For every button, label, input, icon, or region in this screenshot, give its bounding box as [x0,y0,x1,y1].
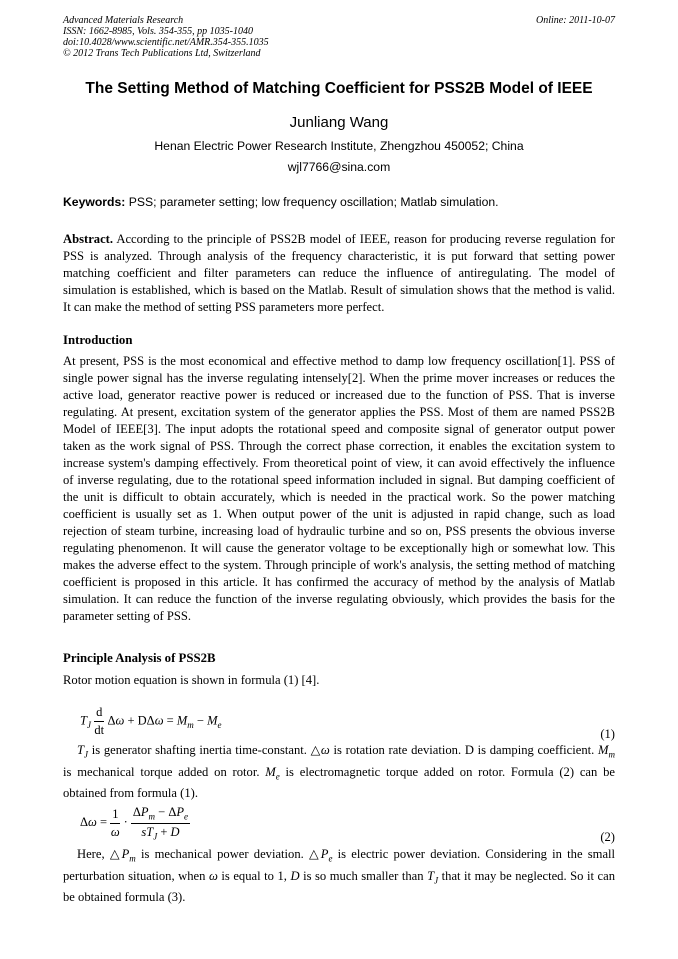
principle-intro: Rotor motion equation is shown in formula (1) [4]. [63,673,320,687]
abstract [63,231,615,316]
keywords-text: PSS; parameter setting; low frequency oscillation; Matlab simulation. [128,195,499,209]
journal-name: Advanced Materials Research [63,15,184,26]
journal-header [63,15,615,59]
abstract-text: According to the principle of PSS2B model of IEEE, reason for producing reverse regulation for PSS is analyzed. Through analysis of the frequency characteristic, it is put forward that setting power matching coefficient and filter parameters can reduce the influence of antiregulating. The model of simulation is established, which is based on the Matlab. Result of simulation shows that the method is valid. It can make the method of setting PSS parameters more perfect. [63,232,615,314]
formula-2-description: Here, $\triangle P_m$ is mechanical power deviation. $\triangle P_e$ is electric power deviation. Considering in the small perturbation situation, when ω is equal to 1, D is so much smaller than $T_J$ that it may be neglected. So it can be obtained formula (3). [63,847,616,905]
principle-heading: Principle Analysis of PSS2B [63,651,216,665]
issn-line: ISSN: 1662-8985, Vols. 354-355, pp 1035-1040 [63,26,253,37]
introduction-text: At present, PSS is the most economical and effective method to damp low frequency oscillation[1]. PSS of single power signal has the inverse regulating intensely[2]. When the prime mover increases or reduces the active load, generator reactive power is reduced or increased due to the function of PSS. That is inverse regulating. At present, excitation system of the generator applies the PSS. Most of them are named PSS2B Model of IEEE[3]. The input adopts the rotational speed and composite signal of generator output power taken as the work signal of PSS. Through the correct phase correction, it enables the excitation system to increase system's damping effectively. From theoretical point of view, it can avoid effectively the influence of inverse regulating, due to the rotational speed information included in signal. But damping coefficient of the unit is difficult to obtain accurately, which is needed in the practical work. So the power matching coefficient is usually set as 1. When output power of the unit is adjusted in rapid change, such as load rejection of steam turbine, increasing load of hydraulic turbine and so on, PSS presents the obvious inverse regulating phenomenon. It will cause the generator voltage to be exceptionally high or somewhat low. This makes the adverse effect to the system. Through principle of work's analysis, the setting method of matching coefficient is proposed in this article. It has confirmed the accuracy of method by the analysis of Matlab simulation. It can reduce the function of the inverse regulating obviously, which provides the basis for the parameter setting of PSS. [63,354,615,623]
paper-title: The Setting Method of Matching Coefficient for PSS2B Model of IEEE [85,80,593,97]
keywords [63,195,615,209]
introduction-heading: Introduction [63,333,133,347]
copyright-line: © 2012 Trans Tech Publications Ltd, Switzerland [63,48,261,59]
keywords-label: Keywords: [63,195,126,209]
author-affiliation: Henan Electric Power Research Institute, Zhengzhou 450052; China [154,139,524,153]
online-date: Online: 2011-10-07 [536,15,615,26]
abstract-label: Abstract. [63,232,114,246]
formula-1: $T_J$ $\frac{d}{dt}$ $\Delta\omega + D\Delta\omega = M_m - M_e$ [80,705,222,737]
formula-1-description: $T_J$ is generator shafting inertia time-constant. △ω is rotation rate deviation. D is damping coefficient. $M_m$ is mechanical torque added on rotor. $M_e$ is electromagnetic torque added on rotor. Formula (2) can be obtained from formula (1). [63,743,615,801]
author-name: Junliang Wang [289,114,389,131]
formula-2: Δω = $\frac{1}{\omega}$ · $\frac{\Delta P_m - \Delta P_e}{sT_J + D}$ [80,805,189,841]
formula-2-number: (2) [600,830,615,844]
doi-line: doi:10.4028/www.scientific.net/AMR.354-355.1035 [63,37,269,48]
formula-1-number: (1) [600,727,615,741]
author-email: wjl7766@sina.com [287,160,391,174]
